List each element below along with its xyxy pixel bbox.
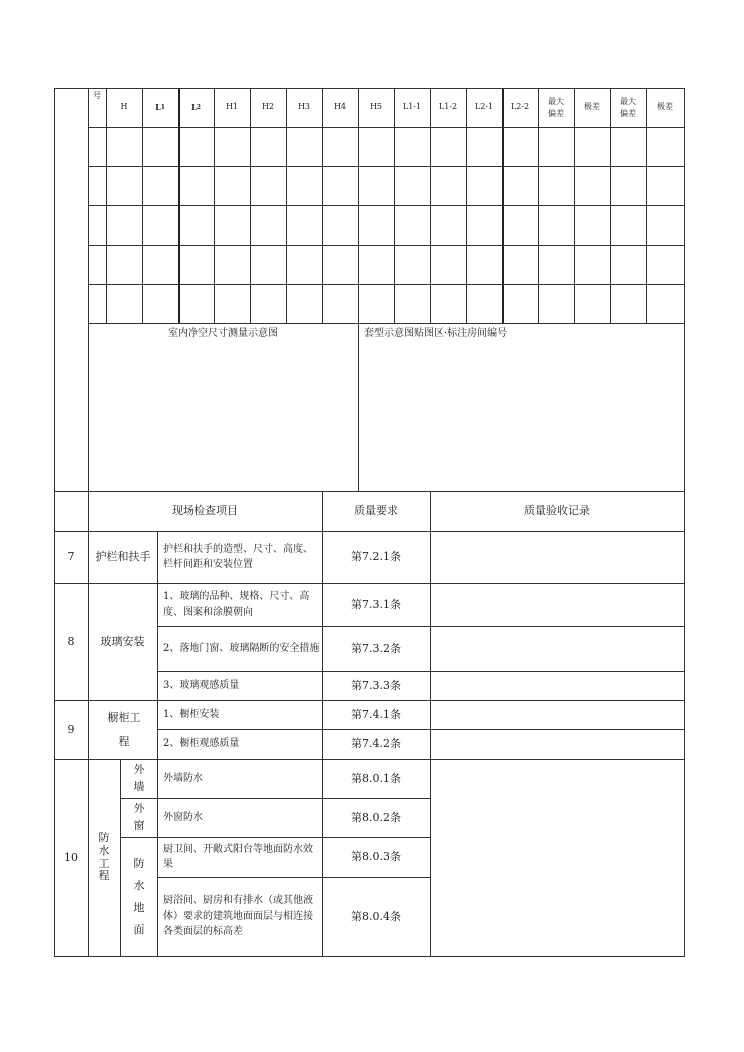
railing-category: 护栏和扶手 — [95, 550, 151, 564]
header-cell-l2 — [178, 88, 214, 127]
header-cell-h1: H1 — [225, 102, 239, 112]
waterproof-record-cell[interactable] — [431, 760, 683, 955]
unit-layout-paste-area-label: 套型示意图贴图区·标注房间编号 — [364, 328, 508, 340]
waterproof-window-description: 外窗防水 — [163, 811, 203, 823]
cabinet-category: 橱柜工程 — [107, 711, 141, 748]
glass-item-2-record-cell[interactable] — [431, 627, 683, 670]
waterproof-category: 防水工程 — [98, 831, 110, 883]
header-cell-h: H — [120, 102, 128, 112]
cabinet-item-1-requirement: 第7.4.1条 — [351, 707, 401, 721]
header-cell-l1-1: L1-1 — [402, 102, 422, 112]
waterproof-wall-description: 外墙防水 — [163, 772, 203, 784]
header-cell-l2-2: L2-2 — [510, 102, 530, 112]
row-number-9: 9 — [67, 722, 75, 736]
header-cell-no: 号 — [93, 91, 101, 100]
quality-record-header: 质量验收记录 — [524, 504, 590, 518]
l2-letter: L — [191, 102, 197, 113]
header-cell-l1-2: L1-2 — [438, 102, 458, 112]
header-cell-max-deviation-2: 最大偏差 — [620, 97, 636, 118]
row-number-7: 7 — [67, 550, 75, 564]
waterproof-window-subcategory: 外窗 — [133, 802, 145, 832]
railing-description: 护栏和扶手的造型、尺寸、高度、栏杆间距和安装位置 — [163, 543, 313, 570]
cabinet-item-2-description: 2、橱柜观感质量 — [163, 738, 240, 750]
waterproof-wall-subcategory: 外墙 — [133, 763, 145, 793]
table-row — [88, 166, 684, 205]
row-number-8: 8 — [67, 634, 75, 648]
header-cell-range-1: 极差 — [584, 102, 600, 112]
table-row — [88, 205, 684, 245]
cabinet-item-1-description: 1、橱柜安装 — [163, 708, 220, 720]
l1-subscript: 1 — [160, 103, 165, 111]
glass-item-1-requirement: 第7.3.1条 — [351, 597, 401, 611]
header-cell-h4: H4 — [333, 102, 347, 112]
table-row — [88, 284, 684, 323]
l2-subscript: 2 — [196, 103, 201, 111]
railing-record-cell[interactable] — [431, 532, 683, 582]
waterproof-floor-item-1-requirement: 第8.0.3条 — [351, 850, 401, 864]
glass-item-1-record-cell[interactable] — [431, 584, 683, 625]
indoor-clearance-diagram-label: 室内净空尺寸测量示意图 — [168, 328, 278, 340]
waterproof-floor-subcategory: 防水地面 — [133, 856, 145, 936]
waterproof-floor-item-1-description: 厨卫间、开敞式阳台等地面防水效果 — [163, 843, 313, 870]
cabinet-item-2-record-cell[interactable] — [431, 730, 683, 758]
glass-category: 玻璃安装 — [100, 634, 145, 648]
header-cell-l2-1: L2-1 — [474, 102, 494, 112]
glass-item-2-requirement: 第7.3.2条 — [351, 641, 401, 655]
cabinet-item-2-requirement: 第7.4.2条 — [351, 737, 401, 751]
header-cell-range-2: 极差 — [657, 102, 673, 112]
glass-item-1-description: 1、玻璃的品种、规格、尺寸、高度、图案和涂膜朝向 — [163, 591, 310, 618]
waterproof-window-requirement: 第8.0.2条 — [351, 810, 401, 824]
table-row — [88, 127, 684, 166]
header-cell-h5: H5 — [369, 102, 383, 112]
waterproof-floor-item-2-requirement: 第8.0.4条 — [351, 909, 401, 923]
table-row — [88, 245, 684, 284]
cabinet-item-1-record-cell[interactable] — [431, 701, 683, 728]
header-cell-h2: H2 — [261, 102, 275, 112]
railing-requirement: 第7.2.1条 — [351, 550, 401, 564]
glass-item-3-record-cell[interactable] — [431, 672, 683, 699]
header-cell-h3: H3 — [297, 102, 311, 112]
glass-item-3-description: 3、玻璃观感质量 — [163, 679, 240, 691]
diagram-paste-area[interactable] — [360, 344, 682, 489]
quality-requirement-header: 质量要求 — [354, 504, 398, 518]
glass-item-3-requirement: 第7.3.3条 — [351, 678, 401, 692]
header-cell-max-deviation-1: 最大偏差 — [548, 97, 564, 118]
header-cell-l1 — [142, 88, 178, 127]
waterproof-wall-requirement: 第8.0.1条 — [351, 771, 401, 785]
waterproof-floor-item-2-description: 厨浴间、厨房和有排水（或其他液体）要求的建筑地面面层与相连接各类面层的标高差 — [163, 895, 313, 938]
l1-letter: L — [155, 102, 161, 113]
row-number-10: 10 — [64, 850, 78, 864]
glass-item-2-description: 2、落地门窗、玻璃隔断的安全措施 — [163, 642, 320, 654]
site-inspection-item-header: 现场检查项目 — [172, 504, 238, 518]
